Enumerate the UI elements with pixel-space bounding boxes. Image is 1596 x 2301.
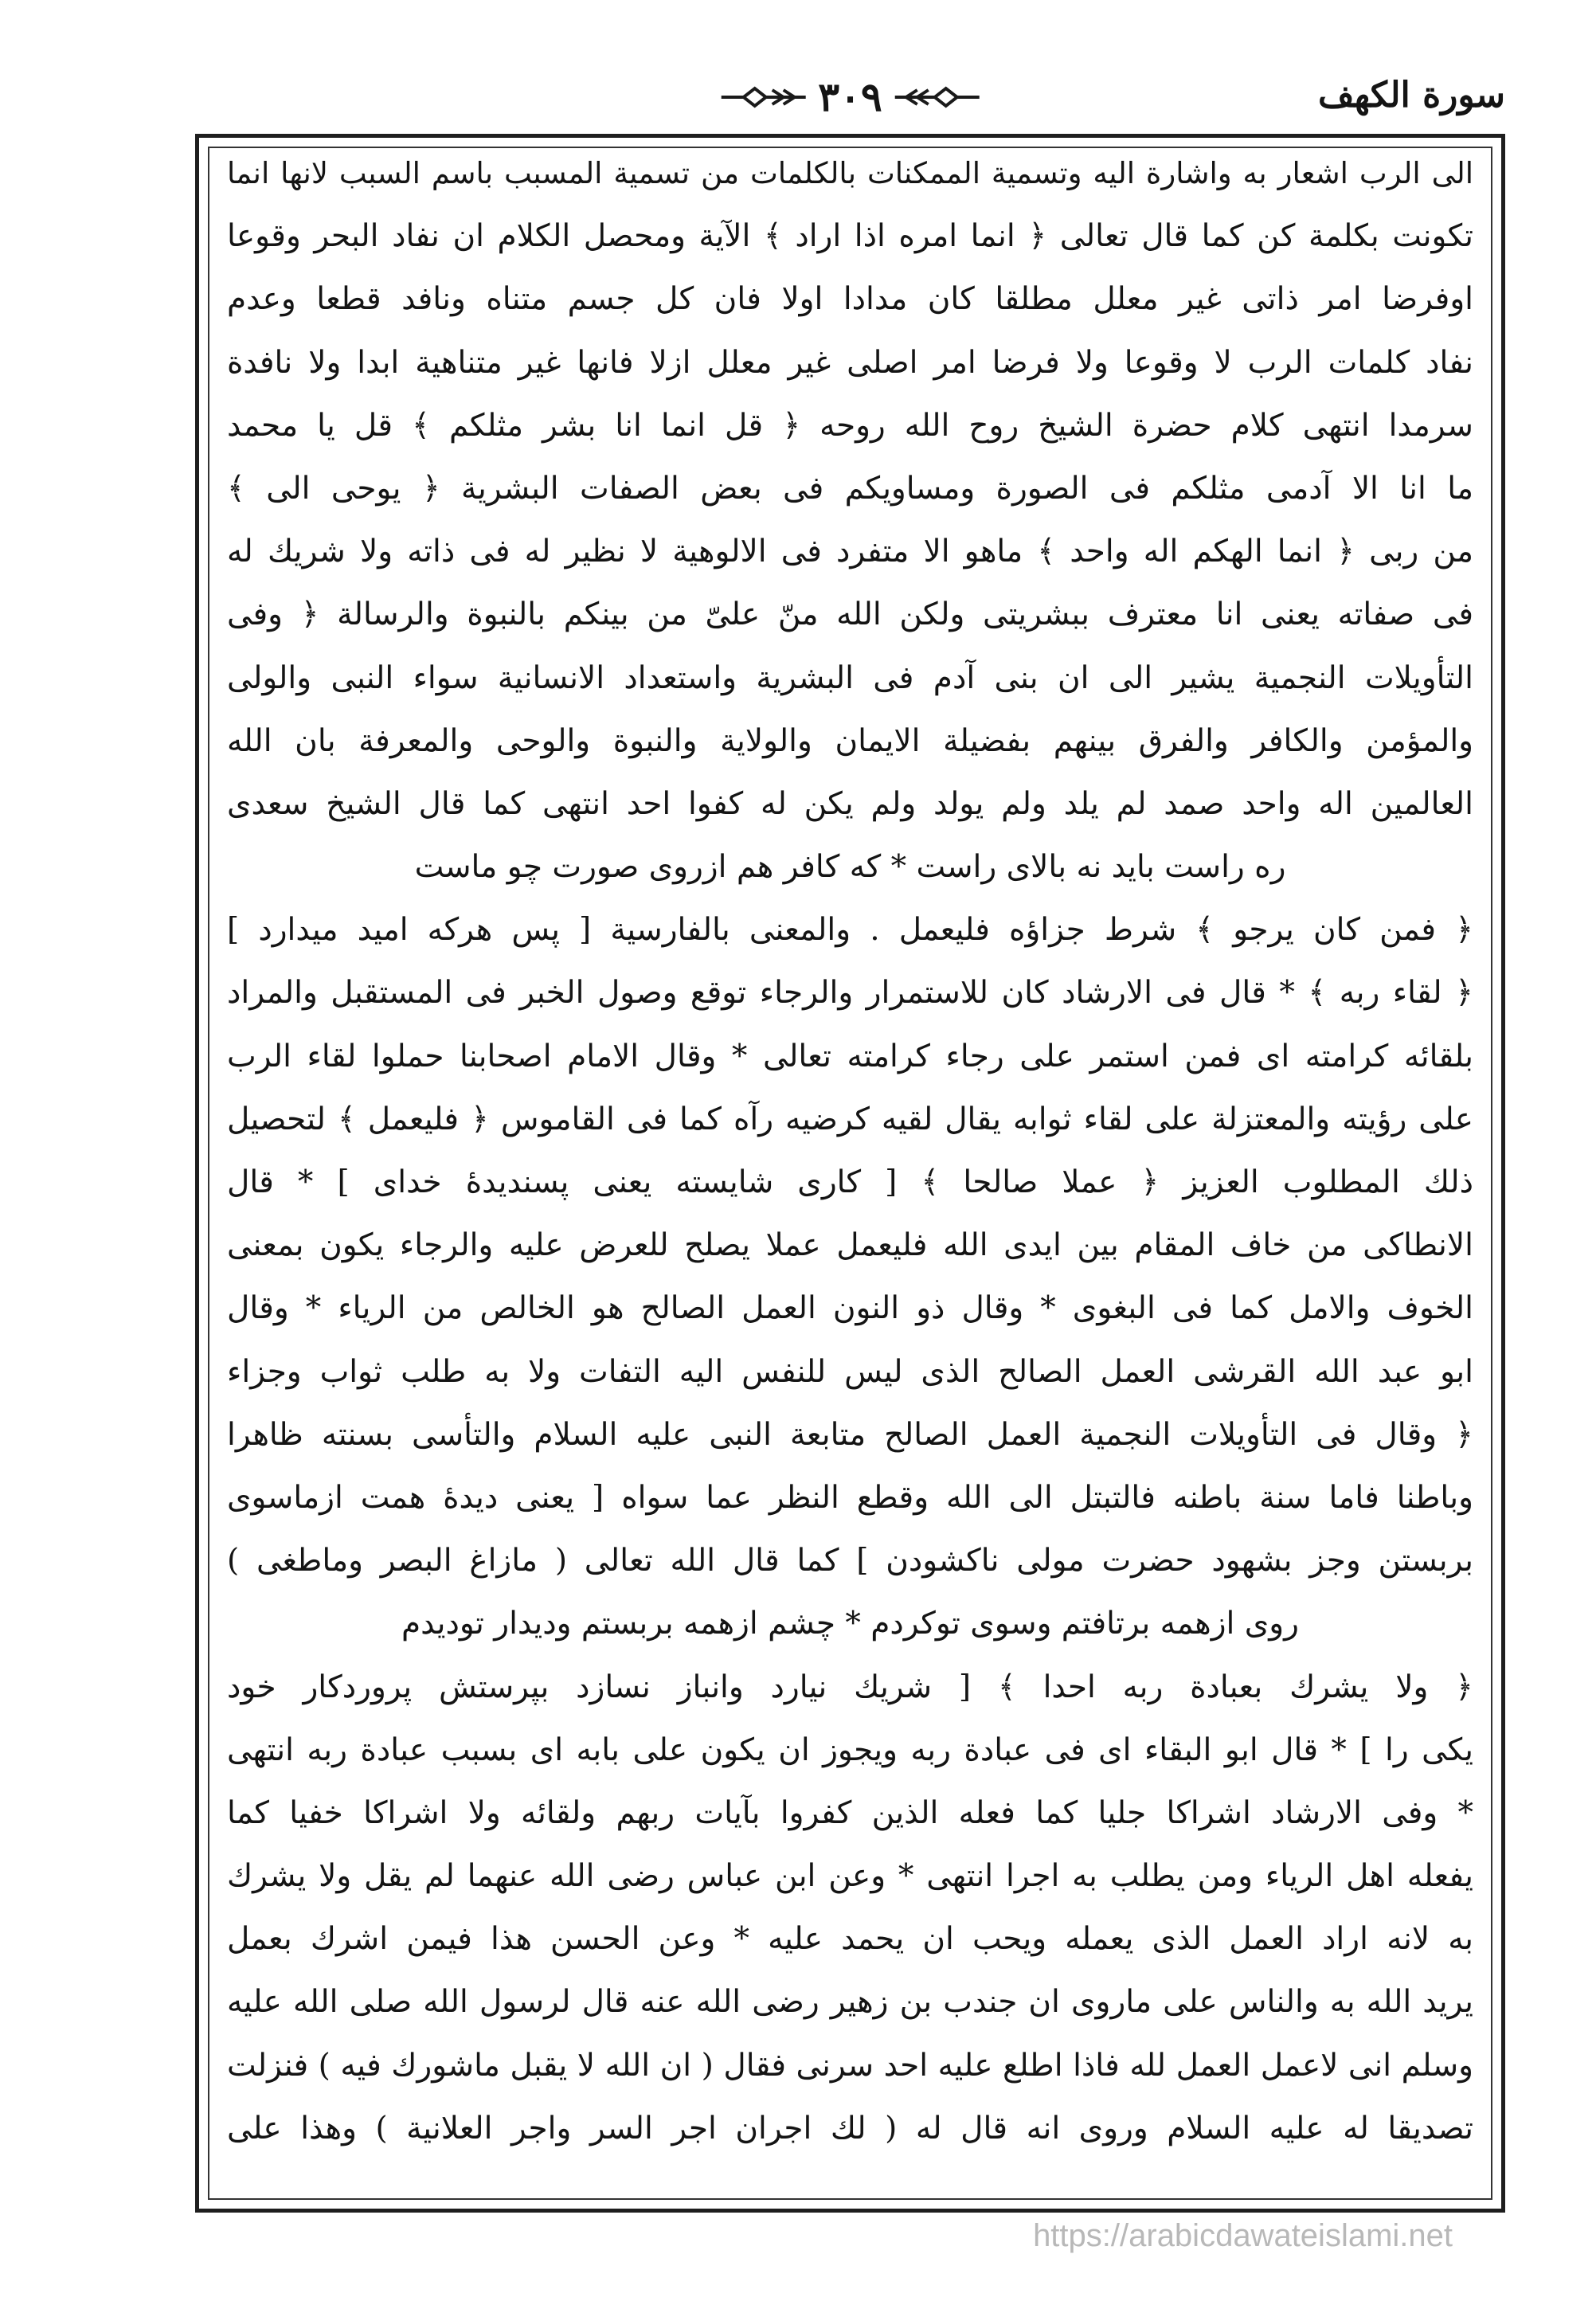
text-line: التأويلات النجمية يشير الى ان بنى آدم فى البشرية واستعداد الانسانية سواء النبى والولى: [227, 659, 1473, 696]
text-line: يفعله اهل الرياء ومن يطلب به اجرا انتهى * وعن ابن عباس رضى الله عنهما لم يقل ولا يشرك: [227, 1858, 1473, 1895]
text-line: ﴿ وقال فى التأويلات النجمية العمل الصالح متابعة النبى عليه السلام والتأسى بسنته ظاهرا: [227, 1416, 1473, 1453]
text-line: وباطنا فاما سنة باطنه فالتبتل الى الله وقطع النظر عما سواه [ يعنى ديدۀ همت ازماسوى: [227, 1479, 1473, 1516]
text-line: * وفى الارشاد اشراكا جليا كما فعله الذين كفروا بآيات ربهم ولقائه ولا اشراكا خفيا كما: [227, 1794, 1473, 1831]
text-line: والمؤمن والكافر والفرق بينهم بفضيلة الايمان والولاية والنبوة والوحى والمعرفة بان الله: [227, 722, 1473, 759]
persian-verse-line: روى ازهمه برتافتم وسوى توكردم * چشم ازهمه بربستم وديدار توديدم: [401, 1606, 1299, 1642]
right-ornament-icon: [894, 84, 981, 111]
text-line: ﴿ فمن كان يرجو ﴾ شرط جزاؤه فليعمل . والمعنى بالفارسية [ پس هركه اميد ميدارد ]: [227, 912, 1473, 949]
text-line: ﴿ ولا يشرك بعبادة ربه احدا ﴾ [ شريك نيارد وانباز نسازد بپرستش پروردكار خود: [227, 1669, 1473, 1705]
text-line: بلقائه كرامته اى فمن استمر على رجاء كرامته تعالى * وقال الامام اصحابنا حملوا لقاء الرب: [227, 1038, 1473, 1074]
page-number-block: [719, 73, 981, 120]
text-line: الانطاكى من خاف المقام بين ايدى الله فليعمل عملا يصلح للعرض عليه والرجاء يكون بمعنى: [227, 1227, 1473, 1264]
text-line: ابو عبد الله القرشى العمل الصالح الذى ليس للنفس اليه التفات ولا به طلب ثواب وجزاء: [227, 1353, 1473, 1390]
text-line: فى صفاته يعنى انا معترف ببشريتى ولكن الله منّ علىّ من بينكم بالنبوة والرسالة ﴿ وفى: [227, 597, 1473, 633]
text-line: وسلم انى لاعمل العمل لله فاذا اطلع عليه احد سرنى فقال ( ان الله لا يقبل ماشورك فيه ) فنزلت: [227, 2047, 1473, 2084]
text-line: من ربى ﴿ انما الهكم اله واحد ﴾ ماهو الا متفرد فى الالوهية لا نظير له فى ذاته ولا شريك له: [227, 534, 1473, 570]
text-line: يكى را ] * قال ابو البقاء اى فى عبادة ربه ويجوز ان يكون على بابه اى بسبب عبادة ربه انتهى: [227, 1732, 1473, 1768]
text-line: ما انا الا آدمى مثلكم فى الصورة ومساويكم فى بعض الصفات البشرية ﴿ يوحى الى ﴾: [227, 470, 1473, 507]
text-line: اوفرضا امر ذاتى غير معلل مطلقا كان مدادا اولا فان كل جسم متناه ونافد قطعا وعدم: [227, 281, 1473, 318]
text-line: نفاد كلمات الرب لا وقوعا ولا فرضا امر اصلى غير معلل ازلا فانها غير متناهية ابدا ولا نافدة: [227, 344, 1473, 381]
text-line: تصديقا له عليه السلام وروى انه قال له ( لك اجران اجر السر واجر العلانية ) وهذا على: [227, 2110, 1473, 2146]
text-line: تكونت بكلمة كن كما قال تعالى ﴿ انما امره اذا اراد ﴾ الآية ومحصل الكلام ان نفاد البحر وقوعا: [227, 218, 1473, 255]
body-text: [227, 142, 1473, 2160]
text-line: ﴿ لقاء ربه ﴾ * قال فى الارشاد كان للاستمرار والرجاء توقع وصول الخبر فى المستقبل والمراد: [227, 975, 1473, 1012]
text-line: بربستن وجز بشهود حضرت مولى ناكشودن ] كما قال الله تعالى ( مازاغ البصر وماطغى ): [227, 1543, 1473, 1579]
persian-verse-line: ره راست بايد نه بالاى راست * كه كافر هم ازروى صورت چو ماست: [414, 849, 1286, 886]
text-line: الخوف والامل كما فى البغوى * وقال ذو النون العمل الصالح هو الخالص من الرياء * وقال: [227, 1290, 1473, 1327]
text-line: يريد الله به والناس على ماروى ان جندب بن زهير رضى الله عنه قال لرسول الله صلى الله عليه: [227, 1984, 1473, 2021]
text-line: على رؤيته والمعتزلة على لقاء ثوابه يقال لقيه كرضيه رآه كما فى القاموس ﴿ فليعمل ﴾ لتحصيل: [227, 1101, 1473, 1137]
text-line: ذلك المطلوب العزيز ﴿ عملا صالحا ﴾ [ كارى شايسته يعنى پسنديدۀ خداى ] * قال: [227, 1164, 1473, 1200]
surah-name: سورة الكهف: [1318, 75, 1505, 115]
text-line: به لانه اراد العمل الذى يعمله ويحب ان يحمد عليه * وعن الحسن هذا فيمن اشرك بعمل: [227, 1921, 1473, 1958]
watermark-url: https://arabicdawateislami.net: [1033, 2218, 1453, 2253]
left-ornament-icon: [719, 84, 807, 111]
text-line: الى الرب اشعار به واشارة اليه وتسمية الممكنات بالكلمات من تسمية المسبب باسم السبب لانها انما: [227, 156, 1473, 190]
page-number: ٣٠٩: [818, 73, 882, 120]
text-line: العالمين اله واحد صمد لم يلد ولم يولد ولم يكن له كفوا احد انتهى كما قال الشيخ سعدى: [227, 785, 1473, 822]
page-header: [195, 73, 1505, 137]
text-line: سرمدا انتهى كلام حضرة الشيخ روح الله روحه ﴿ قل انما انا بشر مثلكم ﴾ قل يا محمد: [227, 407, 1473, 444]
